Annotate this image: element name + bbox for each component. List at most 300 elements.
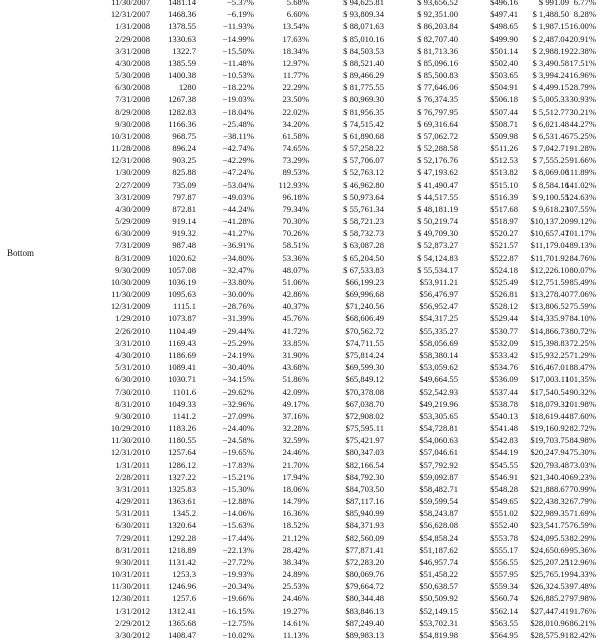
table-cell: 8.28% xyxy=(573,9,596,20)
table-cell: $ 41,490.47 xyxy=(417,179,458,190)
table-cell: $10,137.20 xyxy=(530,216,569,227)
table-cell: $87,117.16 xyxy=(345,496,384,507)
table-cell: $69,599.30 xyxy=(345,362,384,373)
table-cell: 73.29% xyxy=(282,155,309,166)
table-cell: $ 50,973.64 xyxy=(343,191,384,202)
table-cell: −15.21% xyxy=(222,471,254,482)
table-cell: −33.80% xyxy=(222,276,254,287)
table-cell: $68,606.49 xyxy=(345,313,384,324)
table-cell: 21.12% xyxy=(282,532,309,543)
table-cell: $ 54,124.83 xyxy=(417,252,458,263)
table-cell: 2/26/2010 xyxy=(115,325,150,336)
table-cell: 1186.69 xyxy=(168,349,196,360)
table-cell: −10.53% xyxy=(222,70,254,81)
table-cell: 11/30/2009 xyxy=(111,289,150,300)
table-row xyxy=(0,373,600,385)
table-cell: $49,664.55 xyxy=(419,374,458,385)
table-cell: $497.41 xyxy=(490,9,518,20)
table-cell: 7/29/2011 xyxy=(115,532,150,543)
table-cell: $ 58,732.73 xyxy=(343,228,384,239)
table-cell: −32.47% xyxy=(222,264,254,275)
table-cell: −44.24% xyxy=(222,203,254,214)
table-cell: 18.34% xyxy=(282,45,309,56)
table-cell: $544.19 xyxy=(490,447,518,458)
table-cell: $ 6,531.46 xyxy=(532,130,569,141)
table-cell: $ 991.09 xyxy=(538,0,569,7)
table-cell: 7/31/2008 xyxy=(115,94,150,105)
table-cell: 896.24 xyxy=(172,143,196,154)
table-cell: 1400.38 xyxy=(168,70,196,81)
table-cell: 76.59% xyxy=(569,520,596,531)
table-cell: $ 69,316.64 xyxy=(417,118,458,129)
table-cell: 9/30/2009 xyxy=(115,264,150,275)
table-cell: −47.24% xyxy=(222,167,254,178)
table-cell: $80,347.03 xyxy=(345,447,384,458)
table-cell: 1095.63 xyxy=(168,289,196,300)
table-cell: $537.44 xyxy=(490,386,518,397)
table-cell: 1292.28 xyxy=(168,532,196,543)
table-cell: 5/31/2010 xyxy=(115,362,150,373)
table-cell: $52,149.15 xyxy=(419,605,458,616)
table-cell: $562.14 xyxy=(490,605,518,616)
table-cell: 2/29/2012 xyxy=(115,617,150,628)
table-row xyxy=(0,93,600,105)
table-cell: 16.36% xyxy=(282,508,309,519)
table-cell: 23.50% xyxy=(282,94,309,105)
table-cell: $49,219.96 xyxy=(419,398,458,409)
table-cell: $ 58,721.23 xyxy=(343,216,384,227)
table-cell: 9/30/2010 xyxy=(115,410,150,421)
table-cell: $55,335.27 xyxy=(419,325,458,336)
table-cell: $66,199.23 xyxy=(345,276,384,287)
table-cell: $12,751.59 xyxy=(530,276,569,287)
table-cell: $84,371.93 xyxy=(345,520,384,531)
table-cell: −36.91% xyxy=(222,240,254,251)
table-row xyxy=(0,45,600,57)
table-cell: $23,541.75 xyxy=(530,520,569,531)
table-row xyxy=(0,106,600,118)
table-cell: −34.80% xyxy=(222,252,254,263)
table-cell: $ 5,005.33 xyxy=(532,94,569,105)
table-cell: $559.34 xyxy=(490,581,518,592)
table-cell: −16.15% xyxy=(222,605,254,616)
table-row xyxy=(0,81,600,93)
table-cell: 84.10% xyxy=(569,313,596,324)
table-cell: 5/30/2008 xyxy=(115,70,150,81)
table-cell: 16.00% xyxy=(569,21,596,32)
table-cell: $545.55 xyxy=(490,459,518,470)
table-cell: −19.65% xyxy=(222,447,254,458)
table-cell: $53,305.65 xyxy=(419,410,458,421)
table-cell: $533.42 xyxy=(490,349,518,360)
table-cell: −6.19% xyxy=(226,9,254,20)
table-cell: 97.98% xyxy=(569,593,596,604)
table-cell: 79.34% xyxy=(282,203,309,214)
table-cell: 11/28/2008 xyxy=(111,143,150,154)
table-cell: $15,932.25 xyxy=(530,349,569,360)
table-row xyxy=(0,410,600,422)
table-cell: −25.29% xyxy=(222,337,254,348)
table-cell: $84,792.30 xyxy=(345,471,384,482)
table-cell: $ 61,890.68 xyxy=(343,130,384,141)
table-cell: 11.13% xyxy=(282,629,309,640)
table-cell: 67.79% xyxy=(569,496,596,507)
table-cell: −22.13% xyxy=(222,544,254,555)
table-cell: 6.60% xyxy=(286,9,309,20)
table-cell: 6/30/2008 xyxy=(115,82,150,93)
table-cell: $22,438.32 xyxy=(530,496,569,507)
table-cell: $556.55 xyxy=(490,556,518,567)
table-row xyxy=(0,57,600,69)
table-cell: −41.27% xyxy=(222,228,254,239)
table-cell: $54,858.24 xyxy=(419,532,458,543)
table-cell: 1253.3 xyxy=(172,569,196,580)
table-row xyxy=(0,532,600,544)
table-row xyxy=(0,118,600,130)
table-cell: $ 88,071.63 xyxy=(343,21,384,32)
table-cell: 8/29/2008 xyxy=(115,106,150,117)
table-cell: 1282.83 xyxy=(168,106,196,117)
table-row xyxy=(0,471,600,483)
table-cell: 1101.6 xyxy=(172,386,196,397)
table-cell: $82,166.54 xyxy=(345,459,384,470)
table-cell: $14,866.73 xyxy=(530,325,569,336)
table-row xyxy=(0,349,600,361)
side-label-bottom: Bottom xyxy=(7,248,35,258)
table-cell: 1180.55 xyxy=(168,435,196,446)
table-cell: $53,059.62 xyxy=(419,362,458,373)
table-cell: $75,421.97 xyxy=(345,435,384,446)
table-cell: $53,911.21 xyxy=(419,276,458,287)
table-cell: 101.98% xyxy=(565,398,596,409)
table-cell: $17,003.11 xyxy=(530,374,569,385)
table-cell: $13,806.52 xyxy=(530,301,569,312)
table-cell: 1481.14 xyxy=(168,0,196,7)
table-cell: $518.97 xyxy=(490,216,518,227)
table-cell: 16.96% xyxy=(569,70,596,81)
table-cell: $507.44 xyxy=(490,106,518,117)
table-cell: $512.53 xyxy=(490,155,518,166)
table-cell: 70.99% xyxy=(569,483,596,494)
table-cell: $ 47,193.62 xyxy=(417,167,458,178)
table-cell: $57,792.92 xyxy=(419,459,458,470)
table-cell: 86.21% xyxy=(569,617,596,628)
table-cell: $69,996.68 xyxy=(345,289,384,300)
table-cell: −15.30% xyxy=(222,483,254,494)
table-row xyxy=(0,507,600,519)
table-cell: $80,344.48 xyxy=(345,593,384,604)
table-cell: $553.78 xyxy=(490,532,518,543)
table-cell: 1131.42 xyxy=(168,556,196,567)
table-cell: $56,628.08 xyxy=(419,520,458,531)
table-cell: $18,619.44 xyxy=(530,410,569,421)
table-cell: 61.58% xyxy=(282,130,309,141)
table-cell: 74.65% xyxy=(282,143,309,154)
table-cell: −19.93% xyxy=(222,569,254,580)
table-cell: 30.93% xyxy=(569,94,596,105)
table-cell: $542.83 xyxy=(490,435,518,446)
table-cell: 107.55% xyxy=(565,203,596,214)
table-cell: $ 81,713.36 xyxy=(417,45,458,56)
table-cell: −15.50% xyxy=(222,45,254,56)
table-row xyxy=(0,69,600,81)
table-cell: $14,335.97 xyxy=(530,313,569,324)
table-cell: −14.99% xyxy=(222,33,254,44)
table-cell: 90.32% xyxy=(569,386,596,397)
table-cell: $ 5,512.77 xyxy=(532,106,569,117)
table-cell: −30.40% xyxy=(222,362,254,373)
table-cell: $11,179.04 xyxy=(530,240,569,251)
table-cell: $ 81,956.35 xyxy=(343,106,384,117)
table-cell: $50,638.57 xyxy=(419,581,458,592)
table-row xyxy=(0,580,600,592)
table-cell: 99.12% xyxy=(569,216,596,227)
table-cell: $19,703.75 xyxy=(530,435,569,446)
table-cell: $549.65 xyxy=(490,496,518,507)
table-cell: 70.26% xyxy=(282,228,309,239)
table-cell: $ 76,797.95 xyxy=(417,106,458,117)
table-cell: $ 7,555.25 xyxy=(532,155,569,166)
table-cell: 89.13% xyxy=(569,240,596,251)
table-cell: 1468.36 xyxy=(168,9,196,20)
table-cell: $ 49,709.30 xyxy=(417,228,458,239)
table-cell: $ 52,873.27 xyxy=(417,240,458,251)
table-row xyxy=(0,361,600,373)
table-cell: $84,703.50 xyxy=(345,483,384,494)
table-cell: $51,187.62 xyxy=(419,544,458,555)
table-cell: 80.72% xyxy=(569,325,596,336)
table-cell: 2/27/2009 xyxy=(115,179,150,190)
table-cell: 19.27% xyxy=(282,605,309,616)
table-cell: 44.27% xyxy=(569,118,596,129)
table-row xyxy=(0,20,600,32)
table-cell: $526.81 xyxy=(490,289,518,300)
table-row xyxy=(0,519,600,531)
table-row xyxy=(0,446,600,458)
table-cell: $ 93,809.34 xyxy=(343,9,384,20)
table-cell: $ 76,374.35 xyxy=(417,94,458,105)
table-cell: 1363.61 xyxy=(168,496,196,507)
table-row xyxy=(0,130,600,142)
table-cell: $83,846.13 xyxy=(345,605,384,616)
table-cell: $25,207.25 xyxy=(530,556,569,567)
table-cell: 84.76% xyxy=(569,252,596,263)
table-cell: 75.30% xyxy=(569,447,596,458)
table-cell: $72,283.20 xyxy=(345,556,384,567)
table-cell: 33.85% xyxy=(282,337,309,348)
table-cell: $ 82,707.40 xyxy=(417,33,458,44)
table-cell: $15,398.83 xyxy=(530,337,569,348)
table-cell: 40.37% xyxy=(282,301,309,312)
table-cell: 88.47% xyxy=(569,362,596,373)
table-cell: 1385.59 xyxy=(168,57,196,68)
table-cell: 75.25% xyxy=(569,130,596,141)
table-row xyxy=(0,227,600,239)
table-cell: $522.87 xyxy=(490,252,518,263)
table-cell: 18.52% xyxy=(282,520,309,531)
table-cell: $58,056.69 xyxy=(419,337,458,348)
table-cell: 1141.2 xyxy=(172,410,196,421)
table-cell: −29.44% xyxy=(222,325,254,336)
table-cell: $72,908.02 xyxy=(345,410,384,421)
table-cell: $517.68 xyxy=(490,203,518,214)
table-cell: 18.06% xyxy=(282,483,309,494)
table-cell: $87,249.40 xyxy=(345,617,384,628)
table-cell: 903.25 xyxy=(172,155,196,166)
table-cell: 77.06% xyxy=(569,289,596,300)
table-cell: 28.42% xyxy=(282,544,309,555)
table-cell: −24.19% xyxy=(222,349,254,360)
table-cell: −11.93% xyxy=(222,21,254,32)
table-cell: 43.68% xyxy=(282,362,309,373)
table-cell: $52,542.93 xyxy=(419,386,458,397)
table-cell: $70,562.72 xyxy=(345,325,384,336)
table-cell: 91.28% xyxy=(569,143,596,154)
table-row xyxy=(0,325,600,337)
table-cell: 1257.6 xyxy=(172,593,196,604)
table-cell: 6/30/2011 xyxy=(115,520,150,531)
table-cell: 1330.63 xyxy=(168,33,196,44)
table-cell: $46,957.74 xyxy=(419,556,458,567)
table-cell: $524.18 xyxy=(490,264,518,275)
table-cell: $501.14 xyxy=(490,45,518,56)
table-cell: $557.95 xyxy=(490,569,518,580)
table-cell: 1169.43 xyxy=(168,337,196,348)
table-cell: $498.65 xyxy=(490,21,518,32)
table-cell: $56,952.47 xyxy=(419,301,458,312)
table-cell: $ 7,042.71 xyxy=(532,143,569,154)
table-row xyxy=(0,629,600,641)
table-cell: $ 92,351.00 xyxy=(417,9,458,20)
table-cell: 919.32 xyxy=(172,228,196,239)
table-cell: $58,380.14 xyxy=(419,349,458,360)
table-cell: −24.58% xyxy=(222,435,254,446)
table-cell: $67,038.70 xyxy=(345,398,384,409)
table-cell: 872.81 xyxy=(172,203,196,214)
table-row xyxy=(0,617,600,629)
table-cell: $ 3,994.24 xyxy=(532,70,569,81)
table-cell: 1/31/2008 xyxy=(115,21,150,32)
table-cell: 71.29% xyxy=(569,349,596,360)
table-row xyxy=(0,0,600,8)
table-cell: $ 85,010.16 xyxy=(343,33,384,44)
table-cell: −34.15% xyxy=(222,374,254,385)
table-cell: 4/30/2009 xyxy=(115,203,150,214)
table-cell: 987.48 xyxy=(172,240,196,251)
table-cell: 8/31/2011 xyxy=(115,544,150,555)
table-cell: 11.77% xyxy=(282,70,309,81)
table-cell: −5.37% xyxy=(226,0,254,7)
table-cell: $58,482.71 xyxy=(419,483,458,494)
table-cell: 12/31/2009 xyxy=(110,301,150,312)
table-cell: $74,711.55 xyxy=(345,337,384,348)
table-cell: $12,226.10 xyxy=(530,264,569,275)
table-row xyxy=(0,288,600,300)
table-cell: 53.36% xyxy=(282,252,309,263)
table-cell: 101.35% xyxy=(565,374,596,385)
table-cell: 91.66% xyxy=(569,155,596,166)
table-row xyxy=(0,166,600,178)
table-cell: 2/29/2008 xyxy=(115,33,150,44)
table-cell: 8/31/2010 xyxy=(115,398,150,409)
table-cell: $ 74,515.42 xyxy=(343,118,384,129)
table-cell: −18.22% xyxy=(222,82,254,93)
table-cell: $56,476.97 xyxy=(419,289,458,300)
table-cell: $ 1,987.15 xyxy=(532,21,569,32)
table-cell: 1286.12 xyxy=(168,459,196,470)
table-cell: −49.03% xyxy=(222,191,254,202)
table-cell: 75.59% xyxy=(569,301,596,312)
table-cell: 1/31/2011 xyxy=(115,459,150,470)
table-cell: 1320.64 xyxy=(168,520,196,531)
table-cell: $536.09 xyxy=(490,374,518,385)
table-cell: $541.48 xyxy=(490,423,518,434)
table-cell: 84.98% xyxy=(569,435,596,446)
table-cell: $ 52,763.12 xyxy=(343,167,384,178)
table-cell: $ 57,062.72 xyxy=(417,130,458,141)
table-cell: 17.63% xyxy=(282,33,309,44)
table-cell: $ 94,625.81 xyxy=(343,0,384,7)
table-cell: −18.04% xyxy=(222,106,254,117)
table-cell: 1115.1 xyxy=(173,301,196,312)
table-row xyxy=(0,398,600,410)
table-row xyxy=(0,203,600,215)
table-row xyxy=(0,568,600,580)
table-cell: $532.09 xyxy=(490,337,518,348)
table-cell: 4/30/2010 xyxy=(115,349,150,360)
table-row xyxy=(0,252,600,264)
table-cell: $26,324.53 xyxy=(530,581,569,592)
table-cell: $54,317.25 xyxy=(419,313,458,324)
table-cell: 13.54% xyxy=(282,21,309,32)
table-cell: 24.46% xyxy=(282,593,309,604)
table-cell: 24.89% xyxy=(282,569,309,580)
table-cell: 968.75 xyxy=(172,130,196,141)
table-cell: $530.77 xyxy=(490,325,518,336)
table-row xyxy=(0,495,600,507)
table-cell: $540.13 xyxy=(490,410,518,421)
table-cell: $509.98 xyxy=(490,130,518,141)
table-cell: 12/31/2007 xyxy=(110,9,150,20)
table-cell: 1378.55 xyxy=(168,21,196,32)
table-cell: $508.71 xyxy=(490,118,518,129)
table-cell: 11/30/2007 xyxy=(111,0,150,7)
table-cell: $538.78 xyxy=(490,398,518,409)
table-cell: $551.02 xyxy=(490,508,518,519)
table-cell: 8/31/2009 xyxy=(115,252,150,263)
table-cell: $521.57 xyxy=(490,240,518,251)
table-cell: 41.72% xyxy=(282,325,309,336)
table-cell: 87.60% xyxy=(569,410,596,421)
table-cell: $ 80,969.30 xyxy=(343,94,384,105)
table-cell: 1246.96 xyxy=(168,581,196,592)
table-cell: 5.68% xyxy=(286,0,309,7)
table-cell: $21,888.67 xyxy=(530,483,569,494)
table-cell: $496.16 xyxy=(490,0,518,7)
table-cell: $25,765.19 xyxy=(530,569,569,580)
table-cell: 51.06% xyxy=(282,276,309,287)
table-cell: $506.18 xyxy=(490,94,518,105)
table-cell: $50,509.92 xyxy=(419,593,458,604)
table-cell: $89,983.13 xyxy=(345,629,384,640)
table-cell: $ 85,500.83 xyxy=(417,70,458,81)
table-cell: 1/29/2010 xyxy=(115,313,150,324)
table-cell: 1089.41 xyxy=(168,362,196,373)
table-cell: 17.94% xyxy=(282,471,309,482)
table-cell: 1257.64 xyxy=(168,447,196,458)
table-cell: 141.02% xyxy=(565,179,596,190)
table-cell: 9/30/2011 xyxy=(115,556,150,567)
